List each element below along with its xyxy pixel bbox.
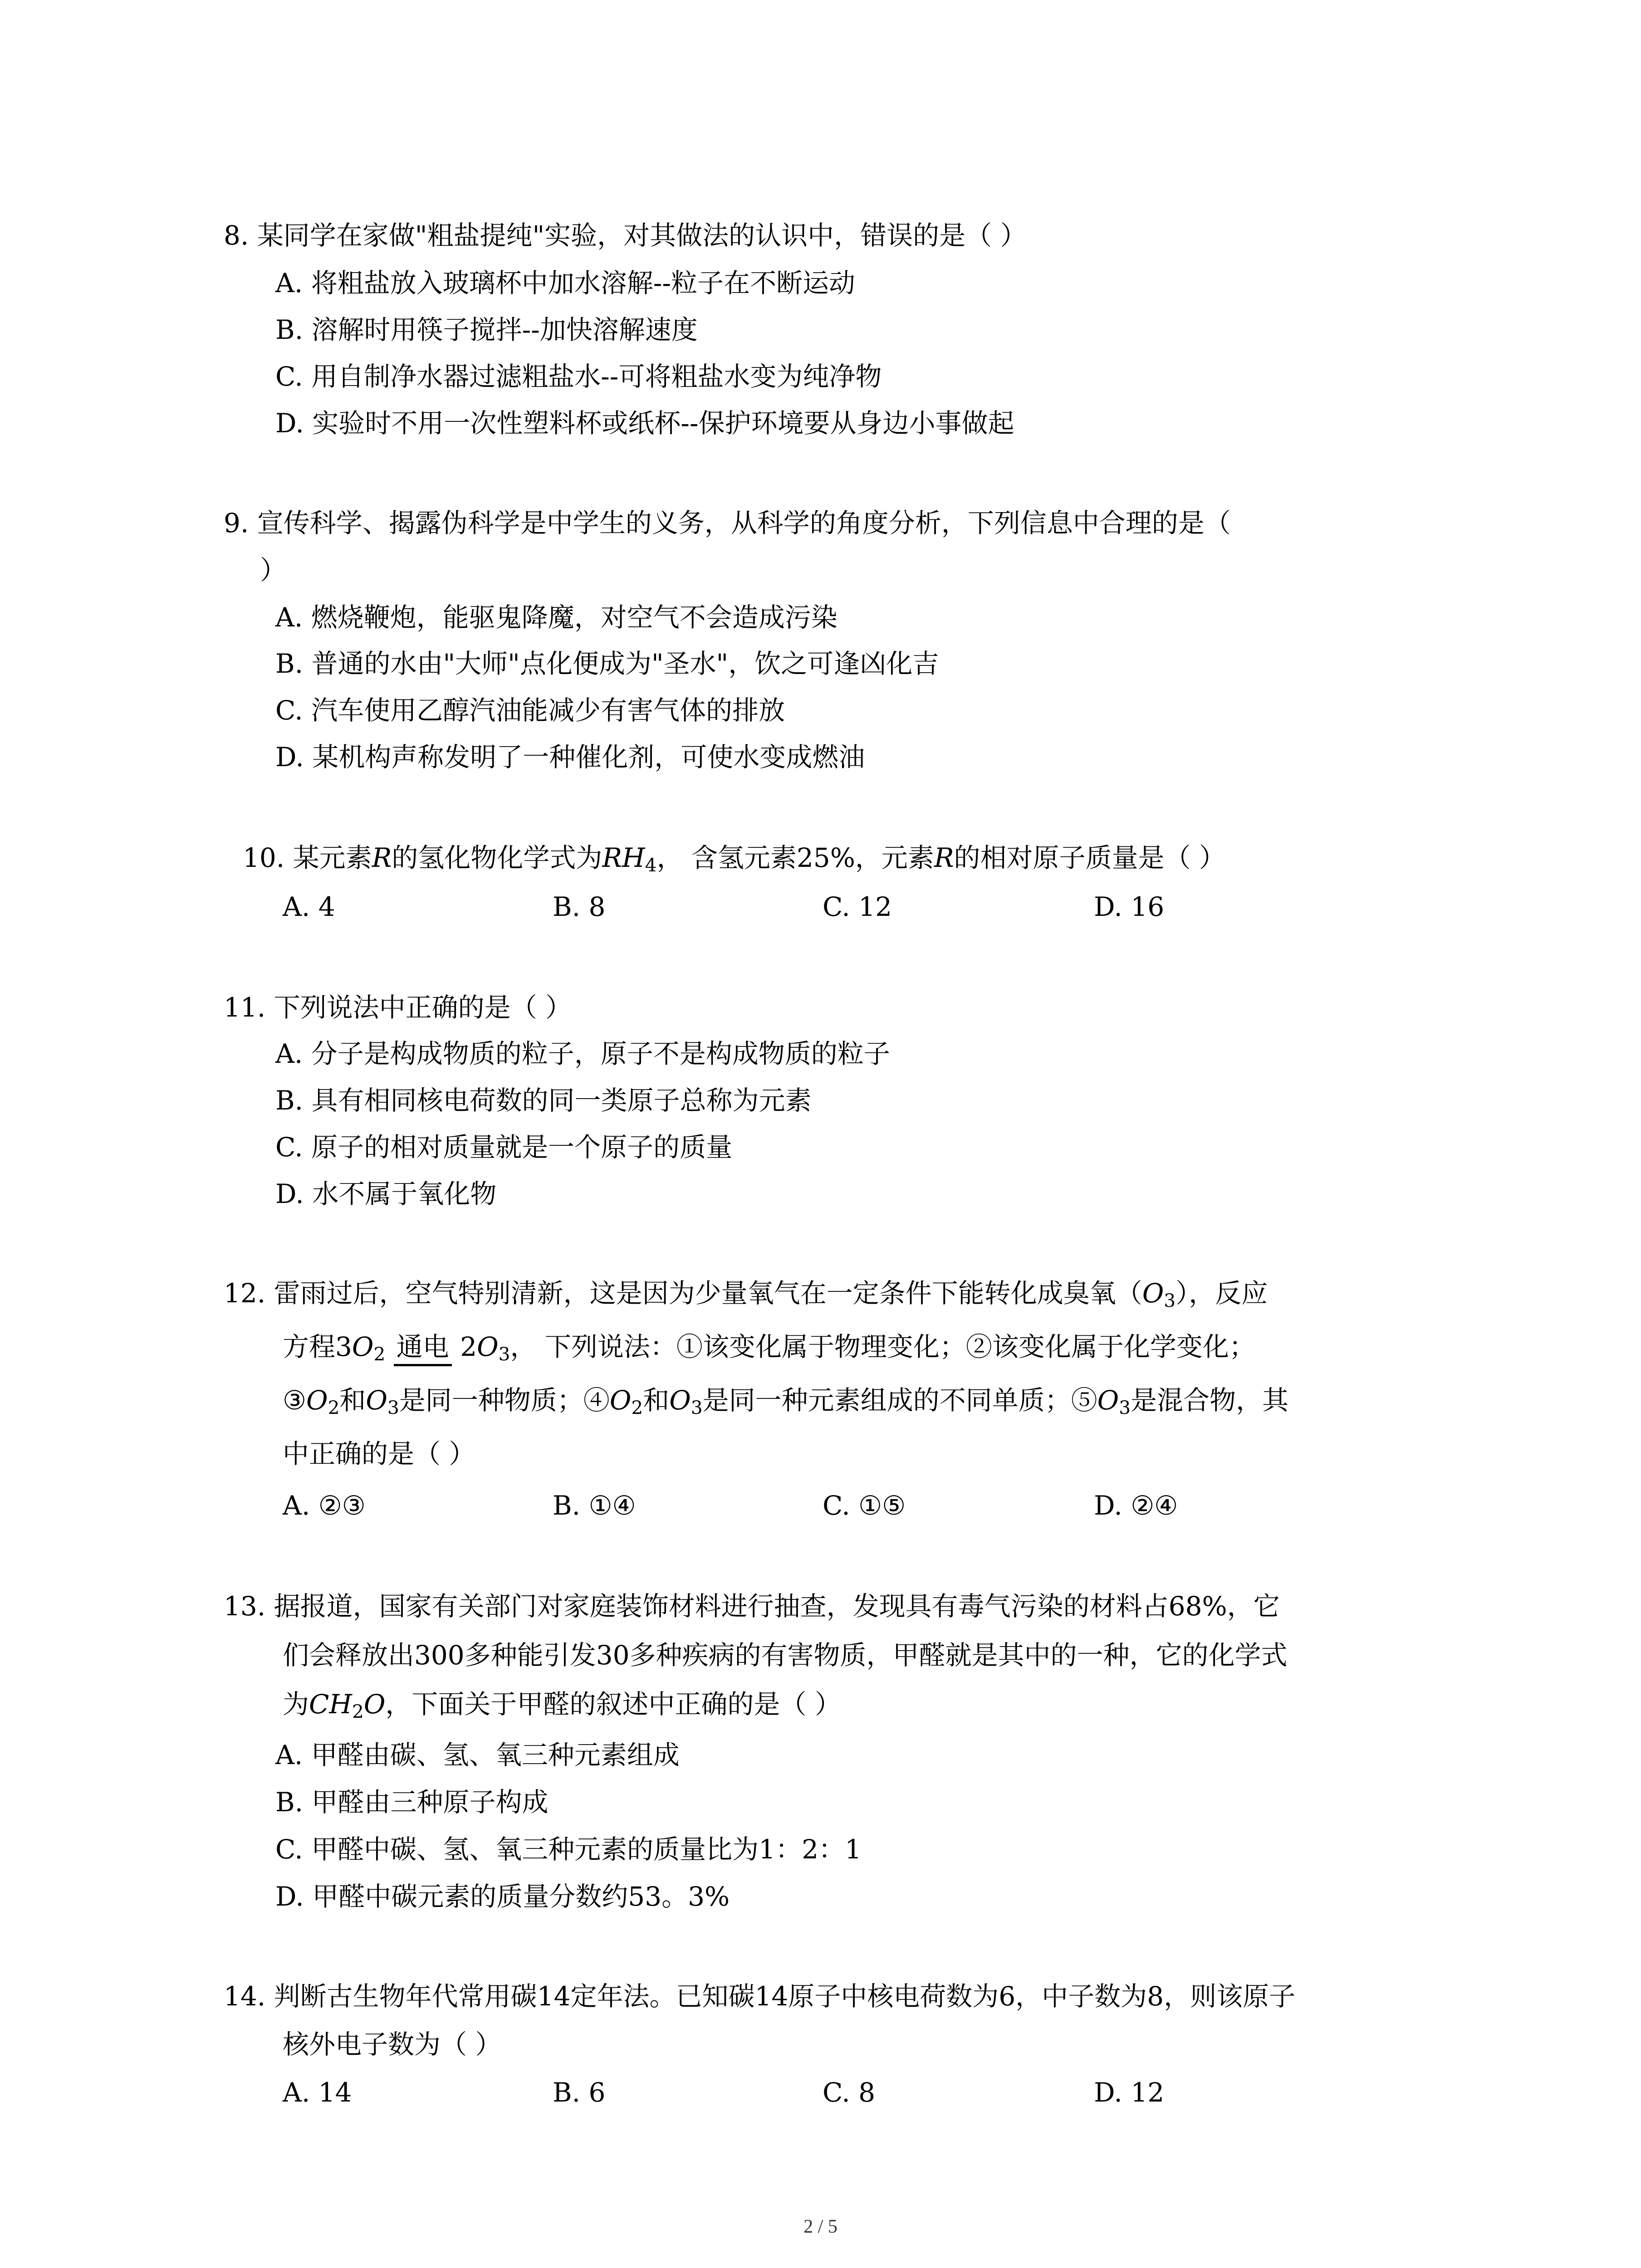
question-8-option-d: D. 实验时不用一次性塑料杯或纸杯--保护环境要从身边小事做起 xyxy=(275,408,1014,439)
question-13-line-2: 们会释放出300多种能引发30多种疾病的有害物质，甲醛就是其中的一种，它的化学式 xyxy=(283,1640,1288,1671)
question-13-option-b: B. 甲醛由三种原子构成 xyxy=(275,1787,549,1818)
question-13-option-d: D. 甲醛中碳元素的质量分数约53。3% xyxy=(275,1881,730,1912)
question-10-option-b: B. 8 xyxy=(553,891,606,922)
question-10-option-d: D. 16 xyxy=(1094,891,1165,922)
question-14-option-b: B. 6 xyxy=(553,2077,606,2108)
question-14-option-d: D. 12 xyxy=(1094,2077,1165,2108)
question-12-option-c: C. ①⑤ xyxy=(823,1490,906,1521)
page-number: 2 / 5 xyxy=(803,2216,838,2237)
question-13-line-1: 13. 据报道，国家有关部门对家庭装饰材料进行抽查，发现具有毒气污染的材料占68%，它 xyxy=(224,1591,1280,1622)
question-14-options xyxy=(283,2079,1508,2111)
question-9-stem: 9. 宣传科学、揭露伪科学是中学生的义务，从科学的角度分析，下列信息中合理的是（ xyxy=(224,508,1231,538)
question-14-option-c: C. 8 xyxy=(823,2077,876,2108)
question-12-option-b: B. ①④ xyxy=(553,1490,636,1521)
question-9-option-c: C. 汽车使用乙醇汽油能减少有害气体的排放 xyxy=(275,695,785,726)
question-9-option-b: B. 普通的水由"大师"点化便成为"圣水"，饮之可逢凶化吉 xyxy=(275,648,939,679)
question-13-line-3: 为$CH_2O$，下面关于甲醛的叙述中正确的是（ ） xyxy=(283,1689,841,1723)
question-10-stem: 10. 某元素R的氢化物化学式为$RH_4$， 含氢元素25%，元素R的相对原子质量是（ ） xyxy=(243,842,1225,876)
question-12-line-1: 12. 雷雨过后，空气特别清新，这是因为少量氧气在一定条件下能转化成臭氧$(O_3)$，反应 xyxy=(224,1278,1268,1312)
question-13-option-c: C. 甲醛中碳、氢、氧三种元素的质量比为1：2：1 xyxy=(275,1834,862,1865)
question-8-option-c: C. 用自制净水器过滤粗盐水--可将粗盐水变为纯净物 xyxy=(275,361,882,392)
formula-rh4: $RH_4$ xyxy=(602,842,657,876)
question-11-stem: 11. 下列说法中正确的是（ ） xyxy=(224,992,572,1023)
question-13-option-a: A. 甲醛由碳、氢、氧三种元素组成 xyxy=(275,1740,680,1770)
question-11-option-a: A. 分子是构成物质的粒子，原子不是构成物质的粒子 xyxy=(275,1038,890,1069)
formula-ch2o: $CH_2O$ xyxy=(309,1689,386,1723)
question-10-option-c: C. 12 xyxy=(823,891,892,922)
question-14-line-1: 14. 判断古生物年代常用碳14定年法。已知碳14原子中核电荷数为6，中子数为8，则该原子 xyxy=(224,1981,1296,2012)
question-12-line-3: $③O_2$和$O_3$是同一种物质；$④O_2$和$O_3$是同一种元素组成的不同单质；$⑤O_3$是混合物，其 xyxy=(283,1385,1289,1419)
question-9-option-a: A. 燃烧鞭炮，能驱鬼降魔，对空气不会造成污染 xyxy=(275,602,838,633)
question-8-stem: 8. 某同学在家做"粗盐提纯"实验，对其做法的认识中，错误的是（ ） xyxy=(224,220,1027,251)
question-14-option-a: A. 14 xyxy=(283,2077,352,2108)
question-10-options xyxy=(283,891,1508,925)
question-12-line-2: 方程$3O_2$ 通电 $2O_3$， 下列说法：①该变化属于物理变化；②该变化属于化学变化； xyxy=(283,1331,1255,1365)
question-12-options xyxy=(283,1492,1508,1524)
question-11-option-d: D. 水不属于氧化物 xyxy=(275,1178,497,1209)
question-9-stem-continuation: ） xyxy=(260,555,287,586)
question-12-option-a: A. ②③ xyxy=(283,1490,366,1521)
question-10-option-a: A. 4 xyxy=(283,891,335,922)
question-8-option-a: A. 将粗盐放入玻璃杯中加水溶解--粒子在不断运动 xyxy=(275,268,855,298)
reaction-condition: 通电 xyxy=(394,1334,452,1360)
question-9-option-d: D. 某机构声称发明了一种催化剂，可使水变成燃油 xyxy=(275,742,865,772)
question-12-option-d: D. ②④ xyxy=(1094,1490,1178,1521)
question-12-line-4: 中正确的是（ ） xyxy=(283,1438,475,1469)
question-11-option-c: C. 原子的相对质量就是一个原子的质量 xyxy=(275,1132,733,1163)
question-8-option-b: B. 溶解时用筷子搅拌--加快溶解速度 xyxy=(275,314,698,345)
question-11-option-b: B. 具有相同核电荷数的同一类原子总称为元素 xyxy=(275,1085,812,1116)
question-14-line-2: 核外电子数为（ ） xyxy=(283,2029,502,2060)
